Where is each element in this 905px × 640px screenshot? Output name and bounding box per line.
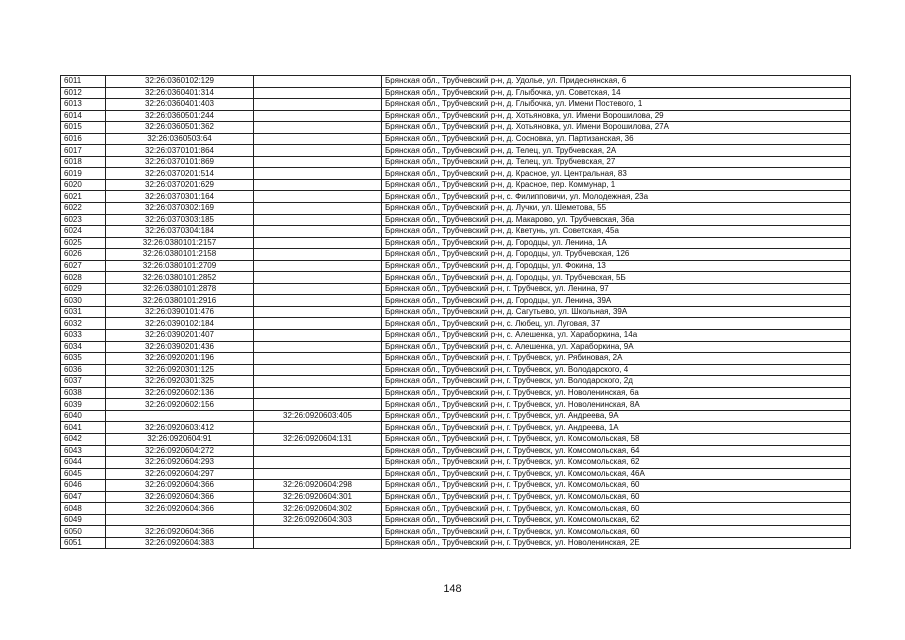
row-number-cell: 6045 xyxy=(61,468,106,480)
address-cell: Брянская обл., Трубчевский р-н, д. Городцы, ул. Ленина, 39А xyxy=(382,295,851,307)
row-number-cell: 6035 xyxy=(61,353,106,365)
related-cadastral-number-cell xyxy=(254,237,382,249)
address-cell: Брянская обл., Трубчевский р-н, г. Трубчевск, ул. Ленина, 97 xyxy=(382,283,851,295)
related-cadastral-number-cell: 32:26:0920604:302 xyxy=(254,503,382,515)
related-cadastral-number-cell xyxy=(254,179,382,191)
cadastral-number-cell: 32:26:0390101:476 xyxy=(106,306,254,318)
cadastral-number-cell: 32:26:0920604:383 xyxy=(106,537,254,549)
cadastral-number-cell: 32:26:0390201:436 xyxy=(106,341,254,353)
row-number-cell: 6027 xyxy=(61,260,106,272)
address-cell: Брянская обл., Трубчевский р-н, д. Сосновка, ул. Партизанская, 36 xyxy=(382,133,851,145)
row-number-cell: 6021 xyxy=(61,191,106,203)
address-cell: Брянская обл., Трубчевский р-н, с. Алешенка, ул. Хараборкина, 9А xyxy=(382,341,851,353)
table-row xyxy=(61,330,851,342)
table-row xyxy=(61,318,851,330)
table-row xyxy=(61,306,851,318)
cadastral-number-cell xyxy=(106,514,254,526)
row-number-cell: 6029 xyxy=(61,283,106,295)
cadastral-number-cell: 32:26:0380101:2158 xyxy=(106,249,254,261)
cadastral-number-cell: 32:26:0920604:91 xyxy=(106,433,254,445)
table-row xyxy=(61,295,851,307)
related-cadastral-number-cell: 32:26:0920604:131 xyxy=(254,433,382,445)
row-number-cell: 6024 xyxy=(61,226,106,238)
address-cell: Брянская обл., Трубчевский р-н, д. Красное, ул. Центральная, 83 xyxy=(382,168,851,180)
related-cadastral-number-cell xyxy=(254,249,382,261)
table-row xyxy=(61,179,851,191)
cadastral-number-cell: 32:26:0360503:64 xyxy=(106,133,254,145)
table-row xyxy=(61,433,851,445)
table-row xyxy=(61,110,851,122)
address-cell: Брянская обл., Трубчевский р-н, г. Трубчевск, ул. Комсомольская, 64 xyxy=(382,445,851,457)
address-cell: Брянская обл., Трубчевский р-н, д. Хотьяновка, ул. Имени Ворошилова, 29 xyxy=(382,110,851,122)
row-number-cell: 6022 xyxy=(61,203,106,215)
related-cadastral-number-cell xyxy=(254,214,382,226)
row-number-cell: 6041 xyxy=(61,422,106,434)
table-row xyxy=(61,76,851,88)
related-cadastral-number-cell xyxy=(254,422,382,434)
address-cell: Брянская обл., Трубчевский р-н, д. Телец, ул. Трубчевская, 27 xyxy=(382,156,851,168)
row-number-cell: 6037 xyxy=(61,376,106,388)
table-row xyxy=(61,87,851,99)
table-row xyxy=(61,145,851,157)
row-number-cell: 6018 xyxy=(61,156,106,168)
row-number-cell: 6015 xyxy=(61,122,106,134)
address-cell: Брянская обл., Трубчевский р-н, г. Трубчевск, ул. Новоленинская, 2Е xyxy=(382,537,851,549)
row-number-cell: 6023 xyxy=(61,214,106,226)
table-row xyxy=(61,191,851,203)
table-row xyxy=(61,537,851,549)
address-cell: Брянская обл., Трубчевский р-н, д. Лучки, ул. Шеметова, 55 xyxy=(382,203,851,215)
row-number-cell: 6038 xyxy=(61,387,106,399)
table-row xyxy=(61,503,851,515)
table-row xyxy=(61,168,851,180)
related-cadastral-number-cell: 32:26:0920603:405 xyxy=(254,410,382,422)
address-cell: Брянская обл., Трубчевский р-н, г. Трубчевск, ул. Комсомольская, 60 xyxy=(382,480,851,492)
cadastral-number-cell: 32:26:0360401:403 xyxy=(106,99,254,111)
address-cell: Брянская обл., Трубчевский р-н, д. Красное, пер. Коммунар, 1 xyxy=(382,179,851,191)
row-number-cell: 6012 xyxy=(61,87,106,99)
address-cell: Брянская обл., Трубчевский р-н, с. Любец, ул. Луговая, 37 xyxy=(382,318,851,330)
address-cell: Брянская обл., Трубчевский р-н, д. Городцы, ул. Фокина, 13 xyxy=(382,260,851,272)
address-cell: Брянская обл., Трубчевский р-н, г. Трубчевск, ул. Новоленинская, 8А xyxy=(382,399,851,411)
table-row xyxy=(61,480,851,492)
related-cadastral-number-cell xyxy=(254,272,382,284)
row-number-cell: 6046 xyxy=(61,480,106,492)
related-cadastral-number-cell xyxy=(254,364,382,376)
row-number-cell: 6048 xyxy=(61,503,106,515)
address-cell: Брянская обл., Трубчевский р-н, г. Трубчевск, ул. Володарского, 2д xyxy=(382,376,851,388)
address-cell: Брянская обл., Трубчевский р-н, д. Городцы, ул. Трубчевская, 5Б xyxy=(382,272,851,284)
row-number-cell: 6043 xyxy=(61,445,106,457)
related-cadastral-number-cell xyxy=(254,341,382,353)
cadastral-number-cell xyxy=(106,410,254,422)
related-cadastral-number-cell xyxy=(254,99,382,111)
cadastral-number-cell: 32:26:0920604:272 xyxy=(106,445,254,457)
cadastral-number-cell: 32:26:0380101:2916 xyxy=(106,295,254,307)
row-number-cell: 6036 xyxy=(61,364,106,376)
row-number-cell: 6033 xyxy=(61,330,106,342)
address-cell: Брянская обл., Трубчевский р-н, г. Трубчевск, ул. Комсомольская, 60 xyxy=(382,503,851,515)
table-row xyxy=(61,203,851,215)
related-cadastral-number-cell xyxy=(254,87,382,99)
table-row xyxy=(61,422,851,434)
table-row xyxy=(61,283,851,295)
address-cell: Брянская обл., Трубчевский р-н, г. Трубчевск, ул. Комсомольская, 46А xyxy=(382,468,851,480)
address-cell: Брянская обл., Трубчевский р-н, г. Трубчевск, ул. Андреева, 9А xyxy=(382,410,851,422)
registry-table-body xyxy=(61,76,851,549)
cadastral-number-cell: 32:26:0920604:366 xyxy=(106,526,254,538)
related-cadastral-number-cell: 32:26:0920604:298 xyxy=(254,480,382,492)
table-row xyxy=(61,353,851,365)
address-cell: Брянская обл., Трубчевский р-н, с. Филипповичи, ул. Молодежная, 23а xyxy=(382,191,851,203)
address-cell: Брянская обл., Трубчевский р-н, д. Глыбочка, ул. Советская, 14 xyxy=(382,87,851,99)
row-number-cell: 6044 xyxy=(61,457,106,469)
related-cadastral-number-cell xyxy=(254,226,382,238)
related-cadastral-number-cell xyxy=(254,526,382,538)
row-number-cell: 6049 xyxy=(61,514,106,526)
cadastral-number-cell: 32:26:0920201:196 xyxy=(106,353,254,365)
page-number: 148 xyxy=(443,583,462,595)
table-row xyxy=(61,226,851,238)
row-number-cell: 6039 xyxy=(61,399,106,411)
address-cell: Брянская обл., Трубчевский р-н, д. Городцы, ул. Ленина, 1А xyxy=(382,237,851,249)
address-cell: Брянская обл., Трубчевский р-н, д. Глыбочка, ул. Имени Постевого, 1 xyxy=(382,99,851,111)
cadastral-number-cell: 32:26:0920604:366 xyxy=(106,491,254,503)
cadastral-number-cell: 32:26:0920602:156 xyxy=(106,399,254,411)
related-cadastral-number-cell xyxy=(254,295,382,307)
table-row xyxy=(61,364,851,376)
registry-table xyxy=(60,75,851,549)
address-cell: Брянская обл., Трубчевский р-н, г. Трубчевск, ул. Комсомольская, 62 xyxy=(382,457,851,469)
related-cadastral-number-cell: 32:26:0920604:303 xyxy=(254,514,382,526)
row-number-cell: 6025 xyxy=(61,237,106,249)
table-row xyxy=(61,457,851,469)
address-cell: Брянская обл., Трубчевский р-н, г. Трубчевск, ул. Комсомольская, 60 xyxy=(382,491,851,503)
row-number-cell: 6032 xyxy=(61,318,106,330)
cadastral-number-cell: 32:26:0360401:314 xyxy=(106,87,254,99)
table-row xyxy=(61,249,851,261)
table-row xyxy=(61,272,851,284)
table-row xyxy=(61,341,851,353)
related-cadastral-number-cell xyxy=(254,203,382,215)
address-cell: Брянская обл., Трубчевский р-н, г. Трубчевск, ул. Комсомольская, 58 xyxy=(382,433,851,445)
table-row xyxy=(61,237,851,249)
table-row xyxy=(61,514,851,526)
cadastral-number-cell: 32:26:0920602:136 xyxy=(106,387,254,399)
address-cell: Брянская обл., Трубчевский р-н, д. Городцы, ул. Трубчевская, 126 xyxy=(382,249,851,261)
address-cell: Брянская обл., Трубчевский р-н, г. Трубчевск, ул. Комсомольская, 62 xyxy=(382,514,851,526)
related-cadastral-number-cell xyxy=(254,457,382,469)
table-row xyxy=(61,468,851,480)
cadastral-number-cell: 32:26:0920604:293 xyxy=(106,457,254,469)
related-cadastral-number-cell xyxy=(254,330,382,342)
cadastral-number-cell: 32:26:0360102:129 xyxy=(106,76,254,88)
table-row xyxy=(61,387,851,399)
row-number-cell: 6019 xyxy=(61,168,106,180)
row-number-cell: 6014 xyxy=(61,110,106,122)
related-cadastral-number-cell xyxy=(254,376,382,388)
row-number-cell: 6042 xyxy=(61,433,106,445)
address-cell: Брянская обл., Трубчевский р-н, г. Трубчевск, ул. Володарского, 4 xyxy=(382,364,851,376)
cadastral-number-cell: 32:26:0370101:869 xyxy=(106,156,254,168)
row-number-cell: 6011 xyxy=(61,76,106,88)
row-number-cell: 6020 xyxy=(61,179,106,191)
row-number-cell: 6016 xyxy=(61,133,106,145)
table-row xyxy=(61,526,851,538)
row-number-cell: 6040 xyxy=(61,410,106,422)
address-cell: Брянская обл., Трубчевский р-н, д. Сагутьево, ул. Школьная, 39А xyxy=(382,306,851,318)
cadastral-number-cell: 32:26:0920604:366 xyxy=(106,503,254,515)
address-cell: Брянская обл., Трубчевский р-н, с. Алешенка, ул. Хараборкина, 14а xyxy=(382,330,851,342)
table-row xyxy=(61,156,851,168)
address-cell: Брянская обл., Трубчевский р-н, г. Трубчевск, ул. Рябиновая, 2А xyxy=(382,353,851,365)
cadastral-number-cell: 32:26:0920603:412 xyxy=(106,422,254,434)
row-number-cell: 6050 xyxy=(61,526,106,538)
row-number-cell: 6017 xyxy=(61,145,106,157)
table-row xyxy=(61,260,851,272)
cadastral-number-cell: 32:26:0370304:184 xyxy=(106,226,254,238)
cadastral-number-cell: 32:26:0390102:184 xyxy=(106,318,254,330)
address-cell: Брянская обл., Трубчевский р-н, д. Кветунь, ул. Советская, 45а xyxy=(382,226,851,238)
table-row xyxy=(61,445,851,457)
cadastral-number-cell: 32:26:0390201:407 xyxy=(106,330,254,342)
cadastral-number-cell: 32:26:0920604:366 xyxy=(106,480,254,492)
address-cell: Брянская обл., Трубчевский р-н, д. Удолье, ул. Придеснянская, 6 xyxy=(382,76,851,88)
cadastral-number-cell: 32:26:0920301:125 xyxy=(106,364,254,376)
table-row xyxy=(61,133,851,145)
related-cadastral-number-cell xyxy=(254,537,382,549)
cadastral-number-cell: 32:26:0360501:362 xyxy=(106,122,254,134)
related-cadastral-number-cell: 32:26:0920604:301 xyxy=(254,491,382,503)
related-cadastral-number-cell xyxy=(254,168,382,180)
table-row xyxy=(61,122,851,134)
cadastral-number-cell: 32:26:0380101:2852 xyxy=(106,272,254,284)
address-cell: Брянская обл., Трубчевский р-н, д. Макарово, ул. Трубчевская, 36а xyxy=(382,214,851,226)
related-cadastral-number-cell xyxy=(254,306,382,318)
row-number-cell: 6051 xyxy=(61,537,106,549)
cadastral-number-cell: 32:26:0920301:325 xyxy=(106,376,254,388)
cadastral-number-cell: 32:26:0370201:514 xyxy=(106,168,254,180)
related-cadastral-number-cell xyxy=(254,191,382,203)
related-cadastral-number-cell xyxy=(254,283,382,295)
cadastral-number-cell: 32:26:0380101:2709 xyxy=(106,260,254,272)
table-row xyxy=(61,410,851,422)
related-cadastral-number-cell xyxy=(254,387,382,399)
related-cadastral-number-cell xyxy=(254,145,382,157)
address-cell: Брянская обл., Трубчевский р-н, г. Трубчевск, ул. Новоленинская, 6а xyxy=(382,387,851,399)
cadastral-number-cell: 32:26:0370302:169 xyxy=(106,203,254,215)
related-cadastral-number-cell xyxy=(254,353,382,365)
row-number-cell: 6034 xyxy=(61,341,106,353)
related-cadastral-number-cell xyxy=(254,399,382,411)
row-number-cell: 6026 xyxy=(61,249,106,261)
cadastral-number-cell: 32:26:0370301:164 xyxy=(106,191,254,203)
related-cadastral-number-cell xyxy=(254,122,382,134)
related-cadastral-number-cell xyxy=(254,110,382,122)
address-cell: Брянская обл., Трубчевский р-н, д. Телец, ул. Трубчевская, 2А xyxy=(382,145,851,157)
table-row xyxy=(61,99,851,111)
related-cadastral-number-cell xyxy=(254,133,382,145)
address-cell: Брянская обл., Трубчевский р-н, д. Хотьяновка, ул. Имени Ворошилова, 27А xyxy=(382,122,851,134)
cadastral-number-cell: 32:26:0370201:629 xyxy=(106,179,254,191)
row-number-cell: 6031 xyxy=(61,306,106,318)
table-row xyxy=(61,399,851,411)
related-cadastral-number-cell xyxy=(254,445,382,457)
related-cadastral-number-cell xyxy=(254,468,382,480)
address-cell: Брянская обл., Трубчевский р-н, г. Трубчевск, ул. Комсомольская, 60 xyxy=(382,526,851,538)
table-row xyxy=(61,214,851,226)
row-number-cell: 6028 xyxy=(61,272,106,284)
cadastral-number-cell: 32:26:0370101:864 xyxy=(106,145,254,157)
address-cell: Брянская обл., Трубчевский р-н, г. Трубчевск, ул. Андреева, 1А xyxy=(382,422,851,434)
table-row xyxy=(61,376,851,388)
cadastral-number-cell: 32:26:0360501:244 xyxy=(106,110,254,122)
table-row xyxy=(61,491,851,503)
cadastral-number-cell: 32:26:0380101:2878 xyxy=(106,283,254,295)
cadastral-number-cell: 32:26:0920604:297 xyxy=(106,468,254,480)
row-number-cell: 6013 xyxy=(61,99,106,111)
cadastral-number-cell: 32:26:0370303:185 xyxy=(106,214,254,226)
row-number-cell: 6047 xyxy=(61,491,106,503)
cadastral-number-cell: 32:26:0380101:2157 xyxy=(106,237,254,249)
related-cadastral-number-cell xyxy=(254,260,382,272)
row-number-cell: 6030 xyxy=(61,295,106,307)
related-cadastral-number-cell xyxy=(254,318,382,330)
related-cadastral-number-cell xyxy=(254,76,382,88)
related-cadastral-number-cell xyxy=(254,156,382,168)
